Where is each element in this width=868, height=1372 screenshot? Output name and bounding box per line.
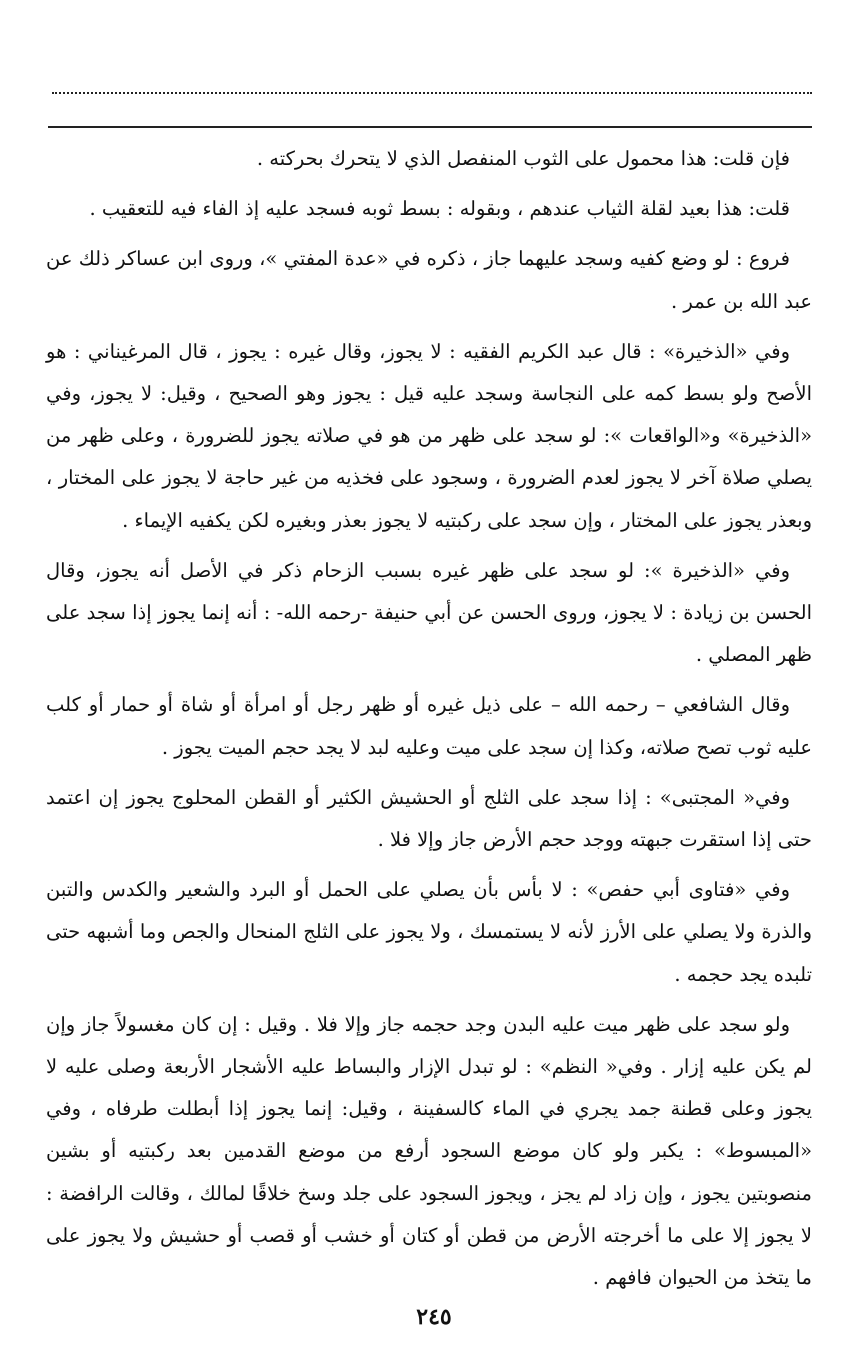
paragraph: وفي «الذخيرة» : قال عبد الكريم الفقيه : لا يجوز، وقال غيره : يجوز ، قال المرغيناني : هو الأصح ولو بسط كمه على النجاسة وسجد عليه قيل : يجوز وهو الصحيح ، وقيل: لا يجوز، وفي «الذخيرة» و«الواقعات »: لو سجد على ظهر من هو في صلاته يجوز للضرورة ، وعلى ظهر من يصلي صلاة آخر لا يجوز لعدم الضرورة ، وسجود على فخذيه من غير حاجة لا يجوز على المختار ، وبعذر يجوز على المختار ، وإن سجد على ركبتيه لا يجوز بعذر وبغيره لكن يكفيه الإيماء .: [46, 339, 812, 532]
paragraph: فإن قلت: هذا محمول على الثوب المنفصل الذي لا يتحرك بحركته .: [256, 147, 790, 170]
page-number: ٢٤٥: [416, 1304, 452, 1330]
page-body: [46, 138, 812, 1307]
paragraph: وفي «فتاوى أبي حفص» : لا بأس بأن يصلي على الحمل أو البرد والشعير والكدس والتبن والذرة ولا يصلي على الأرز لأنه لا يستمسك ، ولا يجوز على الثلج المنحال والجص وما أشبهه حتى تلبده يجد حجمه .: [46, 878, 812, 986]
header-rule: [48, 126, 812, 128]
paragraph: فروع : لو وضع كفيه وسجد عليهما جاز ، ذكره في «عدة المفتي »، وروى ابن عساكر ذلك عن عبد الله بن عمر .: [46, 247, 812, 313]
dotted-separator: [52, 92, 812, 94]
paragraph: وفي« المجتبى» : إذا سجد على الثلج أو الحشيش الكثير أو القطن المحلوج يجوز إن اعتمد حتى إذا استقرت جبهته ووجد حجم الأرض جاز وإلا فلا .: [46, 785, 812, 852]
paragraph: وقال الشافعي – رحمه الله – على ذيل غيره أو ظهر رجل أو امرأة أو شاة أو حمار أو كلب عليه ثوب تصح صلاته، وكذا إن سجد على ميت وعليه لبد لا يجد حجم الميت يجوز .: [46, 693, 812, 759]
paragraph: وفي «الذخيرة »: لو سجد على ظهر غيره بسبب الزحام ذكر في الأصل أنه يجوز، وقال الحسن بن زيادة : لا يجوز، وروى الحسن عن أبي حنيفة -رحمه الله- : أنه إنما يجوز إذا سجد على ظهر المصلي .: [46, 558, 812, 667]
paragraph: ولو سجد على ظهر ميت عليه البدن وجد حجمه جاز وإلا فلا . وقيل : إن كان مغسولاً جاز وإن لم يكن عليه إزار . وفي« النظم» : لو تبدل الإزار والبساط عليه الأشجار الأربعة وصلى عليه لا يجوز وعلى قطنة جمد يجري في الماء كالسفينة ، وقيل: إنما يجوز إذا أبطلت طرفاه ، وفي «المبسوط» : يكبر ولو كان موضع السجود أرفع من موضع القدمين بعد ركبتيه أو بشين منصوبتين يجوز ، وإن زاد لم يجز ، ويجوز السجود على جلد وسخ خلاقًا لمالك ، وقالت الرافضة : لا يجوز إلا على ما أخرجته الأرض من قطن أو كتان أو خشب أو قصب أو حشيش ولا يجوز على ما يتخذ من الحيوان فافهم .: [46, 1012, 812, 1290]
paragraph: قلت: هذا بعيد لقلة الثياب عندهم ، وبقوله : بسط ثوبه فسجد عليه إذ الفاء فيه للتعقيب .: [89, 197, 790, 221]
